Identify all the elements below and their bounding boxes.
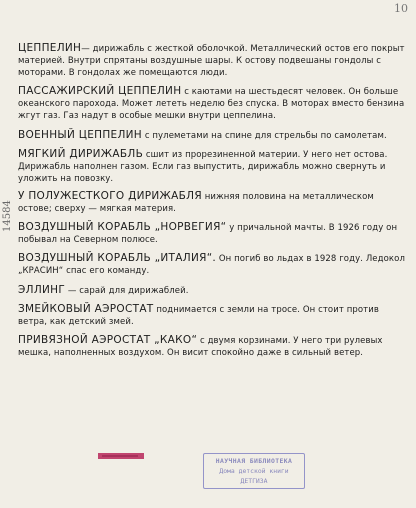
paragraph-heading: ПАССАЖИРСКИЙ ЦЕППЕЛИН: [18, 85, 182, 98]
paragraph-heading: ВОЗДУШНЫЙ КОРАБЛЬ „ИТАЛИЯ“.: [18, 252, 217, 265]
paragraph-semi-rigid-dirigible: [18, 190, 406, 215]
paragraph-body: Он погиб во льдах в 1928 году. Ледокол „КРАСИН“ спас его команду.: [18, 254, 405, 277]
paragraph-heading: ВОЗДУШНЫЙ КОРАБЛЬ „НОРВЕГИЯ“: [18, 221, 227, 234]
stamp-line-3: ДЕТГИЗА: [240, 477, 268, 485]
paragraph-body: — сарай для дирижаблей.: [65, 285, 189, 296]
paragraph-body: с каютами на шестьдесят человек. Он больше океанского парохода. Может лететь неделю без спуска. В моторах вместо бензина жгут газ. Газ надут в особые мешки внутри цеппелина.: [18, 87, 405, 122]
paragraph-italia: [18, 252, 406, 277]
paragraph-body: нижняя половина на металлическом остове; сверху — мягкая материя.: [18, 191, 374, 215]
paragraph-body: — дирижабль с жесткой оболочкой. Металлический остов его покрыт материей. Внутри спрятаны воздушные шары. К остову подвешаны гондолы с моторами. В гондолах же помещаются люди.: [18, 44, 405, 79]
paragraph-body: у причальной мачты. В 1926 году он побывал на Северном полюсе.: [18, 223, 398, 246]
page-number: 10: [394, 2, 408, 15]
paragraph-heading: ПРИВЯЗНОЙ АЭРОСТАТ „КАКО“: [18, 333, 198, 346]
paragraph-zeppelin: [18, 42, 406, 79]
stamp-line-2: Дома детской книги: [219, 467, 289, 475]
paragraph-body: поднимается с земли на тросе. Он стоит против ветра, как детский змей.: [18, 304, 379, 327]
paragraph-caquot-balloon: [18, 334, 406, 359]
paragraph-norge: [18, 221, 406, 246]
red-ink-mark: [98, 453, 144, 459]
handwritten-inventory-number: 14584: [2, 200, 13, 232]
paragraph-body: с пулеметами на спине для стрельбы по самолетам.: [142, 130, 387, 141]
library-stamp: [203, 453, 305, 489]
paragraph-heading: ЗМЕЙКОВЫЙ АЭРОСТАТ: [18, 302, 154, 315]
paragraph-list: [18, 42, 406, 365]
paragraph-passenger-zeppelin: [18, 85, 406, 122]
paragraph-heading: ВОЕННЫЙ ЦЕППЕЛИН: [18, 128, 143, 141]
paragraph-hangar: [18, 284, 406, 297]
paragraph-soft-dirigible: [18, 148, 406, 185]
paragraph-military-zeppelin: [18, 129, 406, 142]
stamp-line-1: НАУЧНАЯ БИБЛИОТЕКА: [215, 457, 293, 465]
paragraph-heading: ЭЛЛИНГ: [18, 283, 66, 296]
paragraph-body: сшит из прорезиненной материи. У него нет остова. Дирижабль наполнен газом. Если газ выпустить, дирижабль можно свернуть и уложить на повозку.: [18, 149, 388, 184]
paragraph-heading: МЯГКИЙ ДИРИЖАБЛЬ: [18, 147, 144, 160]
paragraph-heading: У ПОЛУЖЕСТКОГО ДИРИЖАБЛЯ: [18, 189, 202, 202]
paragraph-body: с двумя корзинами. У него три рулевых мешка, наполненных воздухом. Он висит спокойно даже в сильный ветер.: [18, 335, 383, 358]
paragraph-heading: ЦЕППЕЛИН: [18, 42, 82, 54]
paragraph-kite-balloon: [18, 303, 406, 328]
